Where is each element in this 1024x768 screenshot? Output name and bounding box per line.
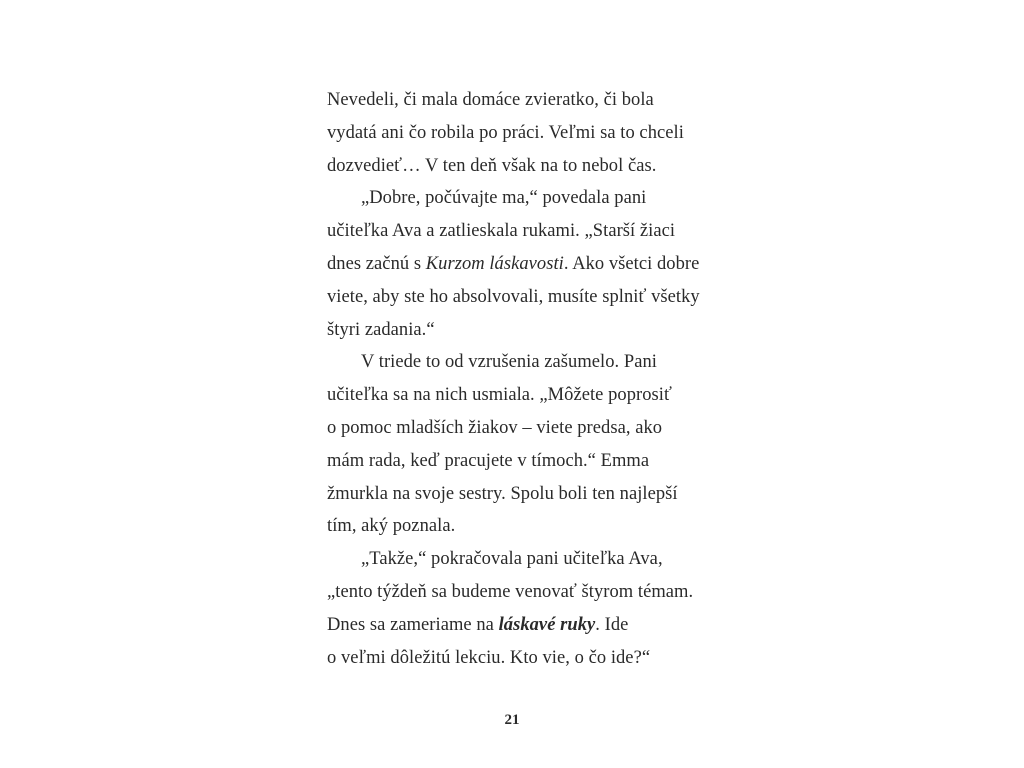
course-title-italic: Kurzom láskavosti (425, 253, 564, 274)
text-line: štyri zadania.“ (327, 319, 435, 340)
body-text (327, 84, 727, 674)
text-fragment: . Ako všetci dobre (563, 253, 700, 274)
text-fragment: Dnes sa zameriame na (327, 614, 499, 635)
text-line: o veľmi dôležitú lekciu. Kto vie, o čo ide?“ (327, 647, 651, 668)
text-line: „tento týždeň sa budeme venovať štyrom témam. (327, 581, 694, 602)
text-line: viete, aby ste ho absolvovali, musíte splniť všetky (327, 286, 700, 307)
paragraph-start-line: „Takže,“ pokračovala pani učiteľka Ava, (361, 549, 663, 570)
paragraph-start-line: „Dobre, počúvajte ma,“ povedala pani (361, 188, 647, 209)
text-line-with-title (327, 248, 727, 281)
paragraph-start-line: V triede to od vzrušenia zašumelo. Pani (361, 352, 657, 373)
text-line: dozvedieť… V ten deň však na to nebol čas. (327, 155, 657, 176)
text-line: tím, aký poznala. (327, 516, 456, 537)
text-line: učiteľka Ava a zatlieskala rukami. „Starší žiaci (327, 221, 676, 242)
text-line: mám rada, keď pracujete v tímoch.“ Emma (327, 450, 650, 471)
text-line: vydatá ani čo robila po práci. Veľmi sa to chceli (327, 122, 684, 143)
text-line: o pomoc mladších žiakov – viete predsa, ako (327, 417, 663, 438)
text-fragment: . Ide (595, 614, 629, 635)
text-line: Nevedeli, či mala domáce zvieratko, či bola (327, 90, 654, 110)
page-number: 21 (504, 712, 520, 728)
text-line: žmurkla na svoje sestry. Spolu boli ten najlepší (327, 483, 678, 504)
text-line: učiteľka sa na nich usmiala. „Môžete poprosiť (327, 385, 672, 406)
emphasized-phrase: láskavé ruky (498, 614, 596, 635)
text-line-with-emphasis (327, 609, 727, 642)
text-fragment: dnes začnú s (327, 253, 426, 274)
